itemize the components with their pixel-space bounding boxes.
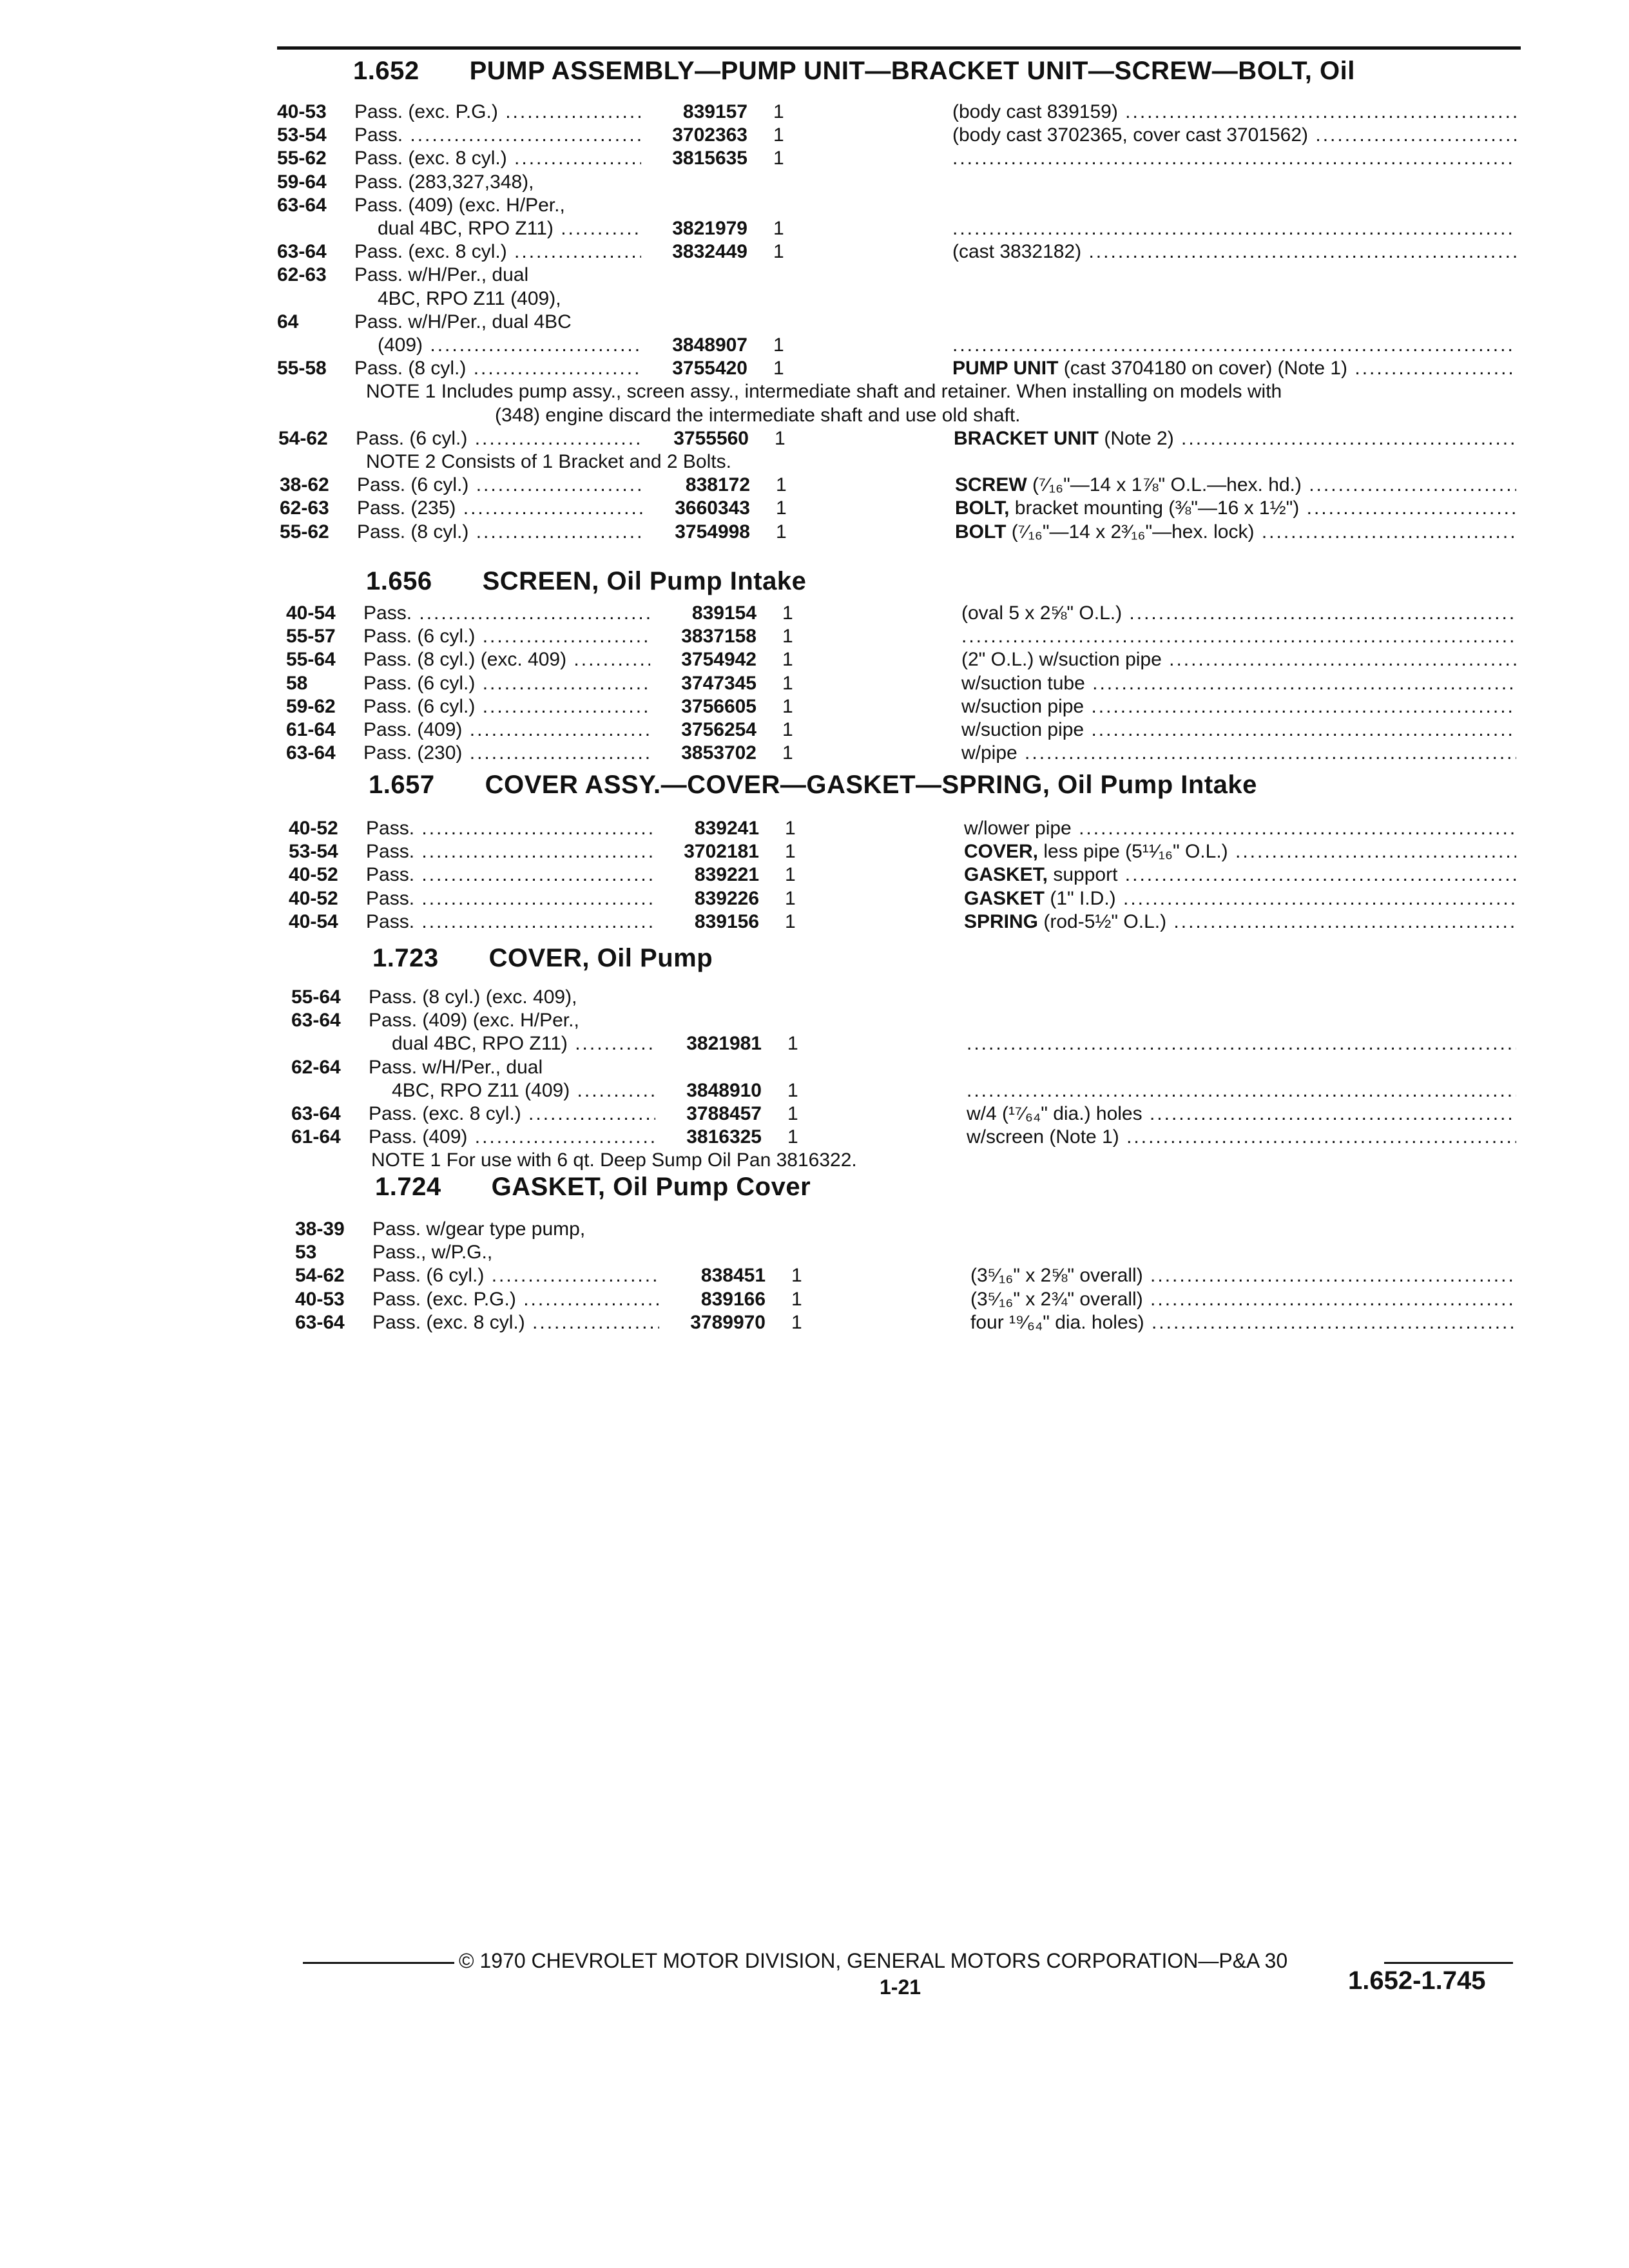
part-number: 3660343 [675, 497, 750, 519]
quantity: 1 [791, 1311, 802, 1333]
quantity: 1 [773, 218, 784, 239]
table-row [0, 217, 1629, 240]
application-desc: Pass. (exc. 8 cyl.) ..... [354, 147, 641, 170]
model-years: 40-52 [289, 864, 338, 886]
remarks-part-name: GASKET [964, 887, 1045, 909]
remarks: (cast 3832182) ..... [952, 240, 1516, 264]
quantity: 1 [782, 719, 793, 740]
part-number: 3756605 [681, 695, 757, 717]
table-row [0, 474, 1629, 497]
remarks: w/suction pipe ..... [961, 718, 1516, 742]
application-desc: 4BC, RPO Z11 (409), [378, 287, 561, 309]
application-desc: Pass. w/H/Per., dual [369, 1056, 543, 1078]
table-row [0, 311, 1629, 334]
part-number: 839157 [682, 101, 747, 122]
remarks-part-name: PUMP UNIT [952, 358, 1059, 380]
application-desc: Pass. (8 cyl.) ..... [357, 521, 644, 544]
quantity: 1 [782, 742, 793, 764]
model-years: 63-64 [291, 1103, 341, 1124]
section-title [366, 567, 806, 596]
table-row [0, 817, 1629, 840]
model-years: 63-64 [277, 241, 327, 263]
model-years: 55-62 [277, 148, 327, 169]
table-row [0, 840, 1629, 863]
part-number: 3754998 [675, 521, 750, 543]
section-number: 1.657 [369, 771, 435, 799]
table-row [0, 427, 1629, 450]
application-desc: Pass. (230) ..... [363, 742, 650, 765]
application-desc: Pass. ..... [366, 817, 653, 840]
model-years: 40-52 [289, 887, 338, 909]
table-row [0, 147, 1629, 170]
model-years: 59-64 [277, 171, 327, 193]
remarks: w/suction pipe ..... [961, 695, 1516, 718]
part-number: 3756254 [681, 719, 757, 740]
section-heading: COVER ASSY.—COVER—GASKET—SPRING, Oil Pump Intake [485, 771, 1257, 799]
model-years: 40-52 [289, 818, 338, 839]
application-desc: Pass. (409) ..... [369, 1126, 655, 1149]
remarks: (body cast 839159) ..... [952, 101, 1516, 124]
section-number: 1.652 [353, 57, 419, 85]
part-number: 838172 [685, 474, 750, 496]
footer-rule-right [1384, 1962, 1513, 1964]
table-row [0, 1311, 1629, 1334]
remarks: (oval 5 x 2⅝" O.L.) ..... [961, 602, 1516, 625]
quantity: 1 [773, 358, 784, 380]
remarks-part-name: BRACKET UNIT [954, 427, 1099, 449]
remarks [952, 147, 1516, 170]
application-desc: Pass., w/P.G., [372, 1242, 493, 1264]
note-2: NOTE 2 Consists of 1 Bracket and 2 Bolts. [366, 451, 731, 472]
copyright-text: © 1970 CHEVROLET MOTOR DIVISION, GENERAL MOTORS CORPORATION—P&A 30 [459, 1949, 1288, 1972]
quantity: 1 [785, 887, 796, 909]
note-1-cont: (348) engine discard the intermediate shaft and use old shaft. [495, 404, 1021, 426]
remarks [961, 625, 1516, 648]
table-row [0, 1009, 1629, 1032]
application-desc: 4BC, RPO Z11 (409) ..... [392, 1079, 655, 1102]
application-desc: Pass. ..... [366, 840, 653, 863]
remarks: GASKET (1" I.D.) ..... [964, 887, 1516, 910]
remarks [952, 334, 1516, 357]
application-desc: Pass. w/H/Per., dual 4BC [354, 311, 572, 332]
remarks: four ¹⁹⁄₆₄" dia. holes) ..... [970, 1311, 1516, 1334]
footer-rule-left [303, 1962, 454, 1964]
application-desc: Pass. (6 cyl.) ..... [372, 1264, 659, 1287]
section-heading: GASKET, Oil Pump Cover [491, 1173, 811, 1201]
remarks-part-name: COVER, [964, 841, 1039, 863]
remarks: w/lower pipe ..... [964, 817, 1516, 840]
section-number: 1.656 [366, 567, 432, 595]
remarks-part-name: BOLT, [955, 497, 1010, 519]
quantity: 1 [785, 841, 796, 863]
section-title [372, 944, 713, 973]
part-number: 839154 [691, 602, 757, 624]
remarks: (3⁵⁄₁₆" x 2⅝" overall) ..... [970, 1264, 1516, 1287]
model-years: 62-63 [277, 264, 327, 286]
table-row [0, 863, 1629, 887]
table-row [0, 334, 1629, 357]
part-number: 3848907 [672, 334, 747, 356]
model-years: 54-62 [278, 427, 328, 449]
table-row [0, 648, 1629, 671]
quantity: 1 [787, 1079, 798, 1101]
part-number: 839166 [700, 1288, 766, 1310]
model-years: 62-63 [280, 497, 329, 519]
model-years: 62-64 [291, 1056, 341, 1078]
table-row [0, 194, 1629, 217]
table-row [0, 1264, 1629, 1287]
quantity: 1 [773, 101, 784, 122]
model-years: 40-54 [286, 602, 336, 624]
remarks [967, 1032, 1516, 1055]
model-years: 64 [277, 311, 299, 332]
part-number: 3815635 [672, 148, 747, 169]
quantity: 1 [787, 1033, 798, 1055]
table-row [0, 986, 1629, 1009]
part-number: 838451 [700, 1265, 766, 1287]
part-number: 839226 [694, 887, 759, 909]
quantity: 1 [773, 334, 784, 356]
application-desc: Pass. (exc. P.G.) ..... [354, 101, 641, 124]
table-row [0, 1241, 1629, 1264]
part-number: 3755560 [673, 427, 749, 449]
table-row [0, 101, 1629, 124]
quantity: 1 [782, 602, 793, 624]
part-number: 3832449 [672, 241, 747, 263]
table-row [0, 1288, 1629, 1311]
application-desc: Pass. (6 cyl.) ..... [357, 474, 644, 497]
table-row [0, 1079, 1629, 1102]
page-number: 1-21 [880, 1975, 921, 1999]
remarks: SPRING (rod-5½" O.L.) ..... [964, 910, 1516, 934]
application-desc: Pass. (exc. 8 cyl.) ..... [369, 1102, 655, 1126]
remarks: BOLT, bracket mounting (⅜"—16 x 1½") ..... [955, 497, 1516, 520]
remarks: w/pipe ..... [961, 742, 1516, 765]
model-years: 38-62 [280, 474, 329, 496]
application-desc: (409) ..... [378, 334, 641, 357]
remarks: BOLT (⁷⁄₁₆"—14 x 2³⁄₁₆"—hex. lock) ..... [955, 521, 1516, 544]
application-desc: Pass. ..... [366, 863, 653, 887]
application-desc: Pass. (235) ..... [357, 497, 644, 520]
remarks-part-name: SPRING [964, 910, 1039, 932]
section-heading: PUMP ASSEMBLY—PUMP UNIT—BRACKET UNIT—SCREW—BOLT, Oil [469, 57, 1355, 85]
quantity: 1 [782, 649, 793, 671]
remarks: (2" O.L.) w/suction pipe ..... [961, 648, 1516, 671]
application-desc: Pass. (exc. 8 cyl.) ..... [372, 1311, 659, 1334]
part-number: 3747345 [681, 672, 757, 694]
application-desc: dual 4BC, RPO Z11) ..... [392, 1032, 655, 1055]
table-row [0, 1056, 1629, 1079]
application-desc: Pass. (283,327,348), [354, 171, 534, 193]
remarks: w/screen (Note 1) ..... [967, 1126, 1516, 1149]
application-desc: Pass. (exc. 8 cyl.) ..... [354, 240, 641, 264]
part-number: 3848910 [686, 1079, 762, 1101]
application-desc: Pass. (6 cyl.) ..... [363, 672, 650, 695]
table-row [0, 1102, 1629, 1126]
quantity: 1 [791, 1265, 802, 1287]
part-number: 3821981 [686, 1033, 762, 1055]
section-number: 1.723 [372, 944, 439, 972]
model-years: 53-54 [277, 124, 327, 146]
part-number: 3789970 [690, 1311, 766, 1333]
model-years: 55-57 [286, 626, 336, 648]
application-desc: Pass. ..... [366, 910, 653, 934]
remarks: BRACKET UNIT (Note 2) ..... [954, 427, 1516, 450]
table-row [0, 264, 1629, 287]
model-years: 55-62 [280, 521, 329, 543]
table-row [0, 1126, 1629, 1149]
application-desc: Pass. (8 cyl.) ..... [354, 357, 641, 380]
page-range: 1.652-1.745 [1348, 1966, 1486, 1995]
quantity: 1 [787, 1126, 798, 1148]
top-rule [277, 46, 1521, 50]
quantity: 1 [785, 910, 796, 932]
model-years: 40-54 [289, 910, 338, 932]
model-years: 58 [286, 672, 308, 694]
model-years: 63-64 [277, 194, 327, 216]
model-years: 61-64 [291, 1126, 341, 1148]
application-desc: Pass. (6 cyl.) ..... [363, 625, 650, 648]
quantity: 1 [785, 864, 796, 886]
model-years: 53-54 [289, 841, 338, 863]
part-number: 3853702 [681, 742, 757, 764]
application-desc: Pass. (exc. P.G.) ..... [372, 1288, 659, 1311]
model-years: 61-64 [286, 719, 336, 740]
table-row [0, 1032, 1629, 1055]
part-number: 3754942 [681, 649, 757, 671]
remarks-part-name: SCREW [955, 474, 1027, 496]
application-desc: Pass. w/H/Per., dual [354, 264, 529, 286]
note-1: NOTE 1 Includes pump assy., screen assy., intermediate shaft and retainer. When installing on models with [366, 381, 1282, 403]
section-title [375, 1173, 811, 1202]
application-desc: Pass. (409) (exc. H/Per., [354, 194, 565, 216]
quantity: 1 [787, 1103, 798, 1124]
part-number: 3816325 [686, 1126, 762, 1148]
section-title [369, 771, 1257, 800]
quantity: 1 [775, 427, 786, 449]
table-row [0, 910, 1629, 934]
application-desc: dual 4BC, RPO Z11) ..... [378, 217, 641, 240]
application-desc: Pass. w/gear type pump, [372, 1218, 586, 1240]
part-number: 3702181 [684, 841, 759, 863]
table-row [0, 357, 1629, 380]
model-years: 55-64 [286, 649, 336, 671]
remarks: w/suction tube ..... [961, 672, 1516, 695]
part-number: 3837158 [681, 626, 757, 648]
remarks: GASKET, support ..... [964, 863, 1516, 887]
quantity: 1 [773, 124, 784, 146]
remarks: w/4 (¹⁷⁄₆₄" dia.) holes ..... [967, 1102, 1516, 1126]
remarks: (body cast 3702365, cover cast 3701562) ..... [952, 124, 1516, 147]
quantity: 1 [773, 241, 784, 263]
quantity: 1 [776, 521, 787, 543]
quantity: 1 [782, 695, 793, 717]
model-years: 63-64 [291, 1010, 341, 1032]
table-row [0, 672, 1629, 695]
table-row [0, 625, 1629, 648]
part-number: 839241 [694, 818, 759, 839]
note-1723: NOTE 1 For use with 6 qt. Deep Sump Oil Pan 3816322. [371, 1149, 857, 1171]
section-number: 1.724 [375, 1173, 441, 1201]
table-row [0, 602, 1629, 625]
application-desc: Pass. (8 cyl.) (exc. 409), [369, 986, 577, 1008]
part-number: 3788457 [686, 1103, 762, 1124]
table-row [0, 287, 1629, 311]
model-years: 40-53 [277, 101, 327, 122]
model-years: 55-58 [277, 358, 327, 380]
section-heading: COVER, Oil Pump [488, 944, 713, 972]
section-title [353, 57, 1355, 86]
table-row [0, 521, 1629, 544]
model-years: 53 [295, 1242, 317, 1264]
model-years: 38-39 [295, 1218, 345, 1240]
application-desc: Pass. (6 cyl.) ..... [356, 427, 642, 450]
model-years: 54-62 [295, 1265, 345, 1287]
part-number: 839156 [694, 910, 759, 932]
quantity: 1 [776, 497, 787, 519]
remarks: (3⁵⁄₁₆" x 2¾" overall) ..... [970, 1288, 1516, 1311]
table-row [0, 718, 1629, 742]
section-heading: SCREEN, Oil Pump Intake [482, 567, 807, 595]
model-years: 55-64 [291, 986, 341, 1008]
remarks [952, 217, 1516, 240]
table-row [0, 742, 1629, 765]
remarks: COVER, less pipe (5¹¹⁄₁₆" O.L.) ..... [964, 840, 1516, 863]
part-number: 3755420 [672, 358, 747, 380]
remarks: SCREW (⁷⁄₁₆"—14 x 1⅞" O.L.—hex. hd.) ..... [955, 474, 1516, 497]
table-row [0, 171, 1629, 194]
application-desc: Pass. ..... [363, 602, 650, 625]
table-row [0, 887, 1629, 910]
quantity: 1 [776, 474, 787, 496]
part-number: 3821979 [672, 218, 747, 239]
quantity: 1 [782, 672, 793, 694]
table-row [0, 124, 1629, 147]
table-row [0, 695, 1629, 718]
model-years: 63-64 [286, 742, 336, 764]
remarks [967, 1079, 1516, 1102]
model-years: 40-53 [295, 1288, 345, 1310]
part-number: 839221 [694, 864, 759, 886]
part-number: 3702363 [672, 124, 747, 146]
remarks-part-name: GASKET, [964, 864, 1048, 886]
application-desc: Pass. (409) (exc. H/Per., [369, 1010, 579, 1032]
quantity: 1 [785, 818, 796, 839]
model-years: 63-64 [295, 1311, 345, 1333]
application-desc: Pass. ..... [366, 887, 653, 910]
remarks: PUMP UNIT (cast 3704180 on cover) (Note 1) ..... [952, 357, 1516, 380]
application-desc: Pass. ..... [354, 124, 641, 147]
quantity: 1 [791, 1288, 802, 1310]
application-desc: Pass. (8 cyl.) (exc. 409) ..... [363, 648, 650, 671]
quantity: 1 [782, 626, 793, 648]
application-desc: Pass. (6 cyl.) ..... [363, 695, 650, 718]
remarks-part-name: BOLT [955, 521, 1007, 543]
model-years: 59-62 [286, 695, 336, 717]
table-row [0, 1218, 1629, 1241]
table-row [0, 497, 1629, 520]
application-desc: Pass. (409) ..... [363, 718, 650, 742]
quantity: 1 [773, 148, 784, 169]
table-row [0, 240, 1629, 264]
